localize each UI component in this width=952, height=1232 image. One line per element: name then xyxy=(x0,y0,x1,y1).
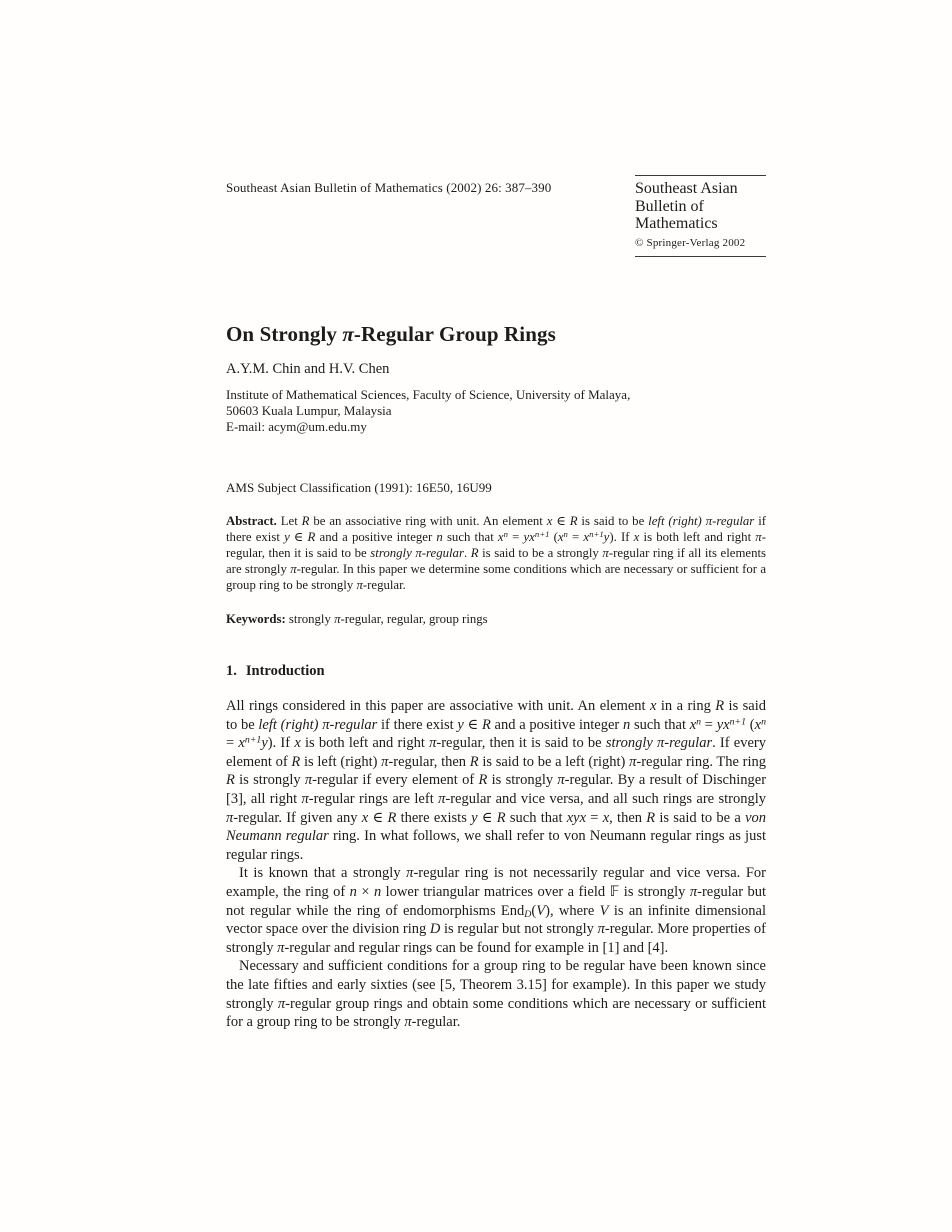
keywords-line: Keywords: strongly π-regular, regular, group rings xyxy=(226,612,488,626)
paper-title: On Strongly π-Regular Group Rings xyxy=(226,322,556,347)
email-line: E-mail: acym@um.edu.my xyxy=(226,419,367,434)
journal-name-line-3: Mathematics xyxy=(635,215,718,232)
section-title: Introduction xyxy=(245,663,325,679)
affiliation-block xyxy=(226,387,766,435)
ams-classification: AMS Subject Classification (1991): 16E50, 16U99 xyxy=(226,480,492,495)
affiliation-line-1: Institute of Mathematical Sciences, Faculty of Science, University of Malaya, xyxy=(226,387,631,402)
section-number: 1. xyxy=(226,663,237,679)
introduction-body xyxy=(226,697,766,1032)
copyright-line: © Springer-Verlag 2002 xyxy=(635,236,746,249)
page-header xyxy=(226,175,766,257)
journal-name xyxy=(635,180,766,233)
journal-name-line-1: Southeast Asian xyxy=(635,180,738,197)
authors-line: A.Y.M. Chin and H.V. Chen xyxy=(226,361,390,377)
citation-line: Southeast Asian Bulletin of Mathematics (2002) 26: 387–390 xyxy=(226,180,552,195)
journal-name-line-2: Bulletin of xyxy=(635,197,704,215)
body-paragraph-1: All rings considered in this paper are associative with unit. An element x in a ring R is said to be left (right) π-regular if there exist y ∈ R and a positive integer n such that $x^n = yx^{n+1}$ $(x^n = x^{n+1}y)$. If x is both left and right π-regular, then it is said to be strongly π-regular. If every element of R is left (right) π-regular, then R is said to be a left (right) π-regular ring. The ring R is strongly π-regular if every element of R is strongly π-regular. By a result of Dischinger [3], all right π-regular rings are left π-regular and vice versa, and all such rings are strongly π-regular. If given any x ∈ R there exists y ∈ R such that xyx = x, then R is said to be a von Neumann regular ring. In what follows, we shall refer to von Neumann regular rings as just regular rings. xyxy=(226,698,767,863)
body-paragraph-2: It is known that a strongly π-regular ring is not necessarily regular and vice versa. For example, the ring of n × n lower triangular matrices over a field 𝔽 is strongly π-regular but not regular while the ring of endomorphisms EndD(V), where V is an infinite dimensional vector space over the division ring D is regular but not strongly π-regular. More properties of strongly π-regular and regular rings can be found for example in [1] and [4]. xyxy=(226,865,766,956)
journal-box xyxy=(635,175,766,257)
body-paragraph-3: Necessary and sufficient conditions for a group ring to be regular have been known since the late fifties and early sixties (see [5, Theorem 3.15] for example). In this paper we study strongly π-regular group rings and obtain some conditions which are necessary or sufficient for a group ring to be strongly π-regular. xyxy=(226,958,767,1031)
abstract-paragraph: Abstract. Let R be an associative ring with unit. An element x ∈ R is said to be left (right) π-regular if there exist y ∈ R and a positive integer n such that $x^n = yx^{n+1}$ $(x^n = x^{n+1}y)$. If x is both left and right π-regular, then it is said to be strongly π-regular. R is said to be a strongly π-regular ring if all its elements are strongly π-regular. In this paper we determine some conditions which are necessary or sufficient for a group ring to be strongly π-regular. xyxy=(226,514,767,592)
section-heading-introduction xyxy=(226,662,766,680)
affiliation-line-2: 50603 Kuala Lumpur, Malaysia xyxy=(226,403,392,418)
